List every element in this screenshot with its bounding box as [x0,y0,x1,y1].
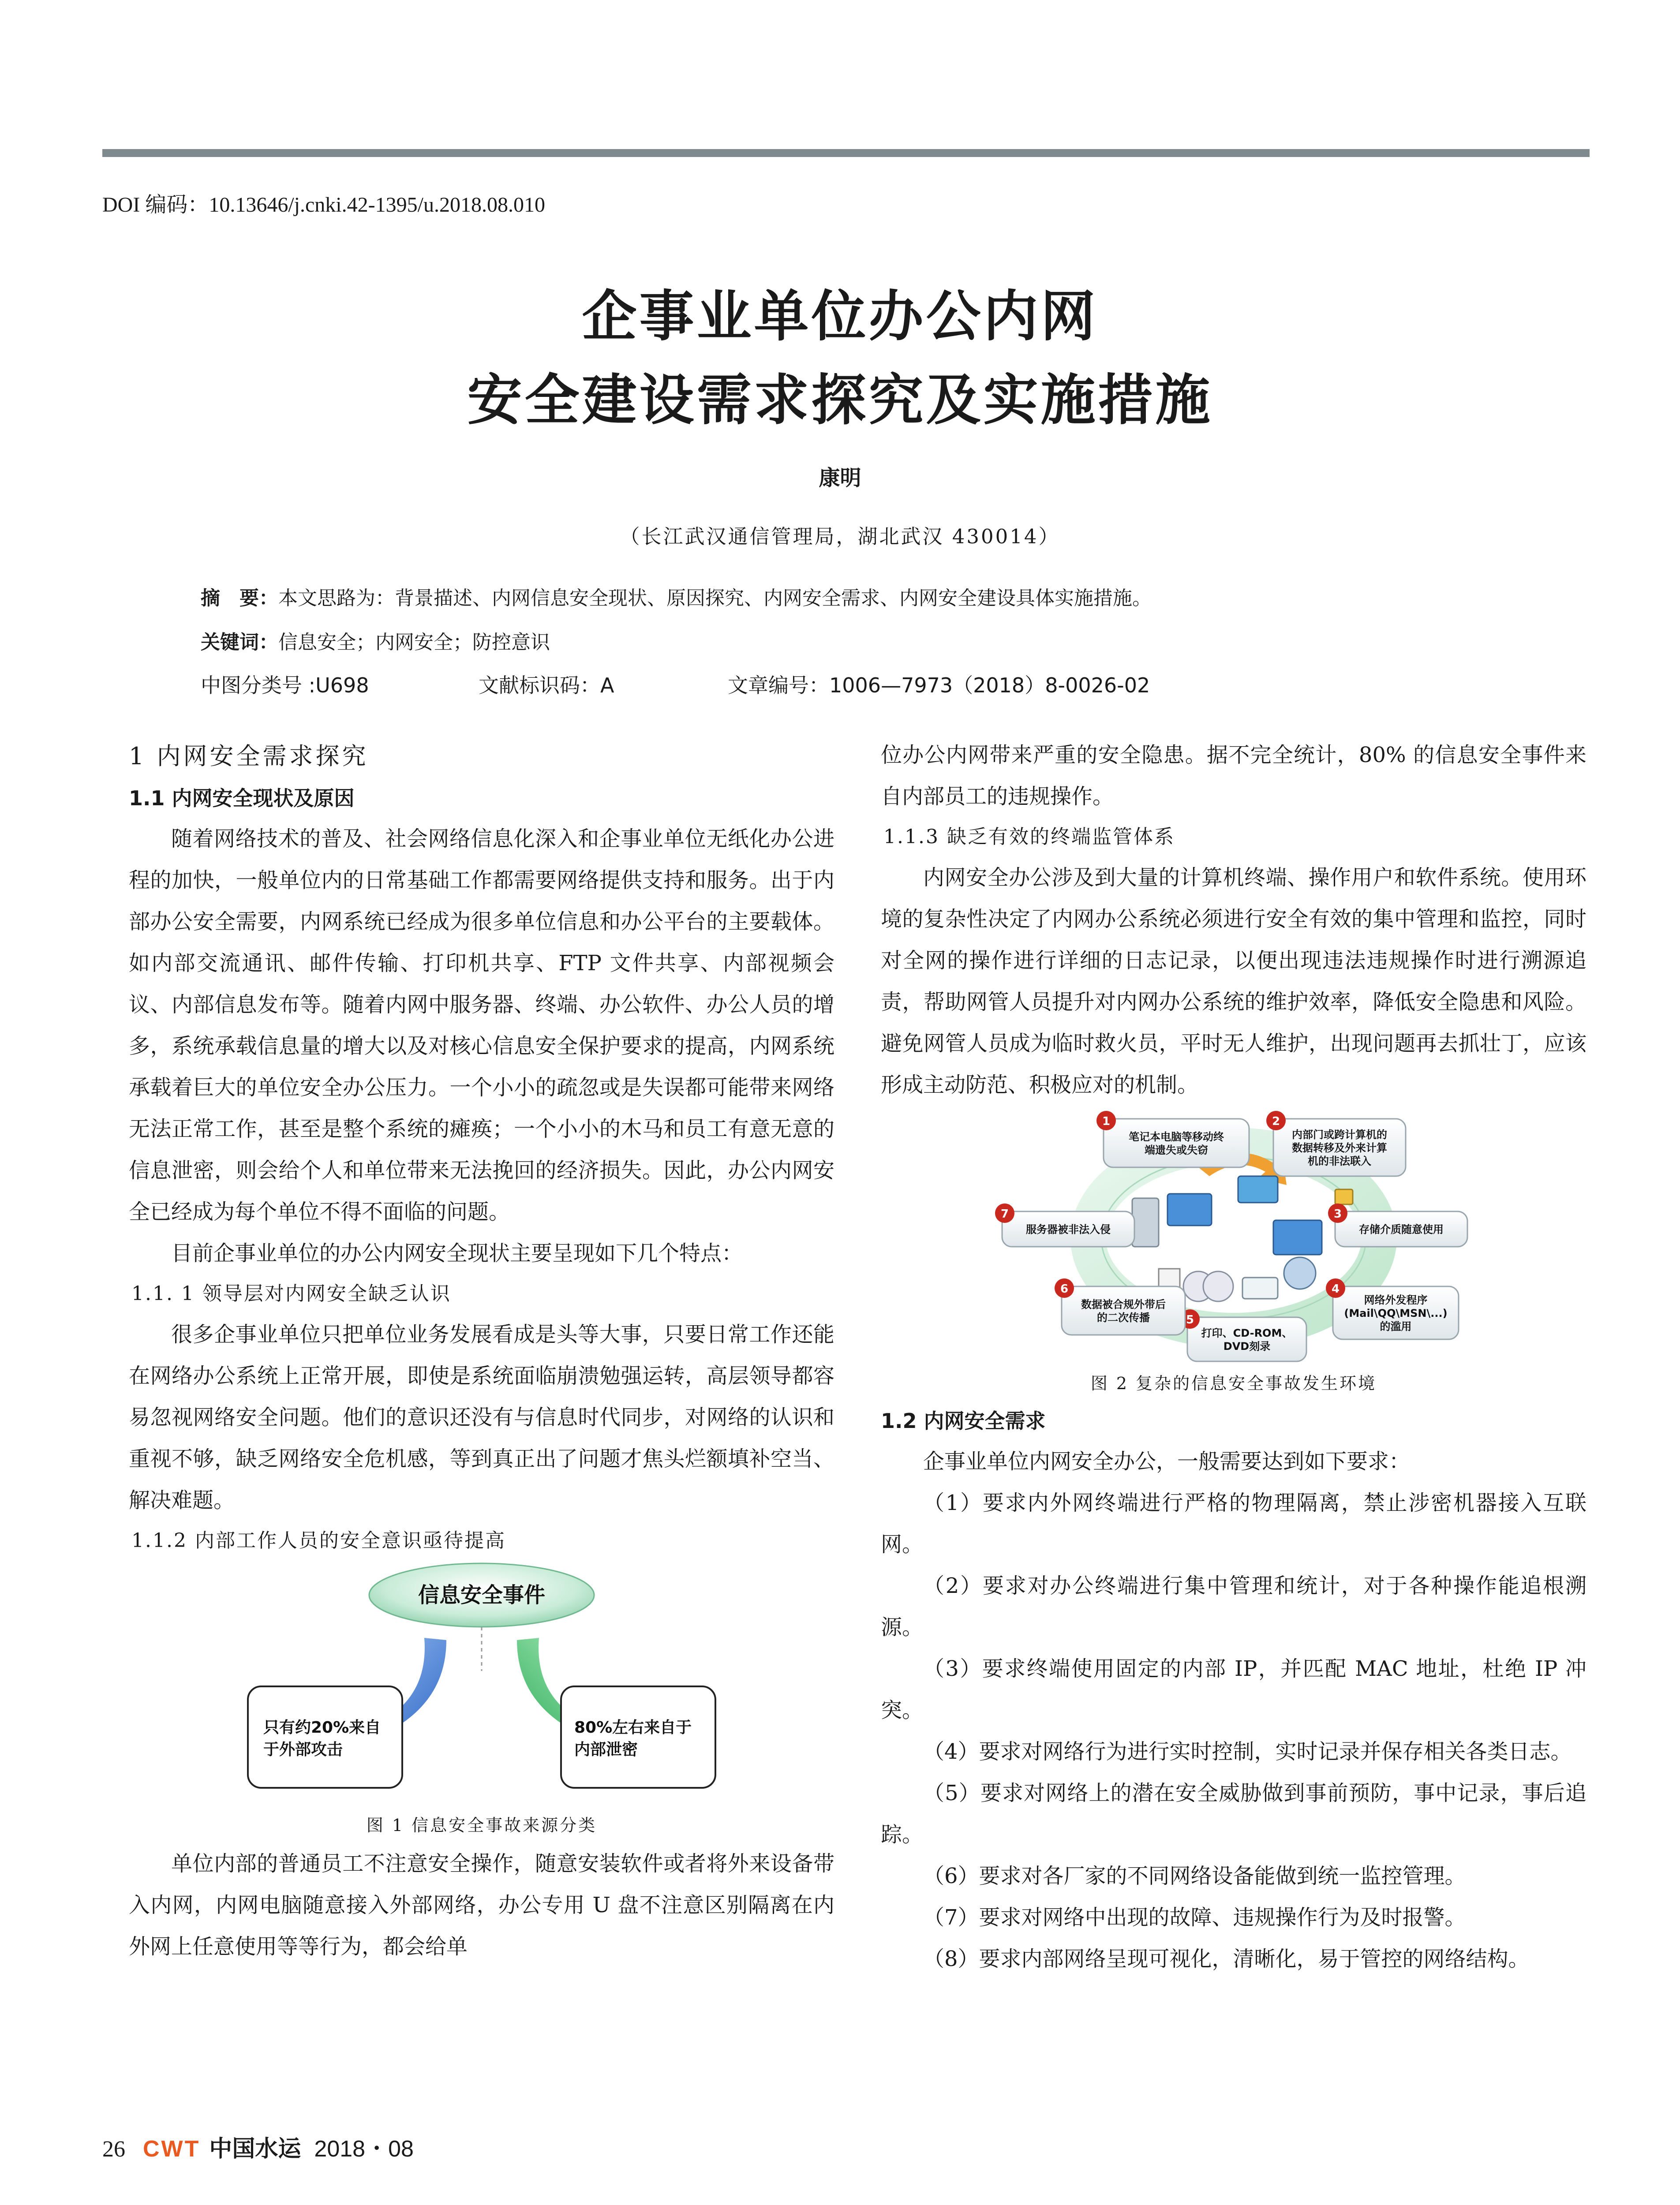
section-heading-1-1: 1.1 内网安全现状及原因 [129,786,355,810]
issue: 2018・08 [314,2136,414,2162]
monitor-icon [1273,1220,1322,1255]
left-column [129,734,834,1967]
article-number: 文章编号：1006—7973（2018）8-0026-02 [728,673,1150,697]
risk-node-number: 4 [1331,1282,1340,1296]
requirement-item: （1）要求内外网终端进行严格的物理隔离，禁止涉密机器接入互联网。 [881,1491,1586,1557]
risk-node-label: 笔记本电脑等移动终 [1129,1131,1224,1143]
paragraph: 目前企事业单位的办公内网安全现状主要呈现如下几个特点： [171,1241,743,1266]
risk-node-number: 1 [1102,1115,1111,1128]
requirement-item: （2）要求对办公终端进行集中管理和统计，对于各种操作能追根溯源。 [881,1573,1586,1640]
requirement-item: （4）要求对网络行为进行实时控制，实时记录并保存相关各类日志。 [923,1739,1572,1764]
requirement-item: （7）要求对网络中出现的故障、违规操作行为及时报警。 [923,1905,1466,1930]
section-heading-1-1-1: 1.1. 1 领导层对内网安全缺乏认识 [131,1282,451,1305]
risk-node-label: 的滥用 [1380,1320,1412,1333]
figure-2-diagram [991,1110,1476,1366]
laptop-icon [1238,1176,1278,1203]
risk-node-label: 存储介质随意使用 [1359,1223,1444,1236]
globe-icon [1284,1257,1316,1289]
author: 康明 [819,466,861,490]
page-number: 26 [102,2137,125,2162]
risk-node-number: 3 [1333,1207,1342,1221]
right-box [561,1686,715,1788]
requirement-item: （8）要求内部网络呈现可视化，清晰化，易于管控的网络结构。 [923,1947,1530,1971]
paragraph: 很多企事业单位只把单位业务发展看成是头等大事，只要日常工作还能在网络办公系统上正常开展，即使是系统面临崩溃勉强运转，高层领导都容易忽视网络安全问题。他们的意识还没有与信息时代同步，对网络的认识和重视不够，缺乏网络安全危机感，等到真正出了问题才焦头烂额填补空当、解决难题。 [129,1322,834,1513]
risk-node-label: 机的非法联入 [1308,1155,1371,1167]
keywords-label: 关键词： [201,631,278,654]
title-line-1: 企事业单位办公内网 [582,285,1098,348]
requirement-item: （3）要求终端使用固定的内部 IP，并匹配 MAC 地址，杜绝 IP 冲突。 [881,1656,1586,1723]
risk-node-number: 2 [1272,1115,1280,1128]
figure-2-caption: 图 2 复杂的信息安全事故发生环境 [1090,1374,1377,1393]
paragraph: 单位内部的普通员工不注意安全操作，随意安装软件或者将外来设备带入内网，内网电脑随意接入外部网络，办公专用 U 盘不注意区别隔离在内外网上任意使用等等行为，都会给单 [129,1851,834,1959]
keywords [201,626,550,654]
risk-node-label: (Mail\QQ\MSN\...) [1344,1307,1448,1319]
risk-node-label: 打印、CD-ROM、 [1201,1327,1293,1339]
magazine-name: 中国水运 [209,2135,301,2162]
event-pill-label: 信息安全事件 [418,1583,546,1607]
requirement-item: （5）要求对网络上的潜在安全威胁做到事前预防，事中记录，事后追踪。 [881,1781,1586,1847]
affiliation: （长江武汉通信管理局，湖北武汉 430014） [620,525,1060,548]
risk-node-number: 6 [1060,1282,1069,1296]
left-box-line-2: 于外部攻击 [263,1741,343,1759]
section-heading-1-1-2: 1.1.2 内部工作人员的安全意识亟待提高 [131,1529,506,1552]
section-heading-1-1-3: 1.1.3 缺乏有效的终端监管体系 [883,826,1175,848]
document-code: 文献标识码：A [479,673,614,697]
risk-node-label: 服务器被非法入侵 [1026,1223,1111,1236]
risk-node-label: DVD刻录 [1223,1340,1271,1353]
risk-node-label: 的二次传播 [1097,1312,1150,1324]
clc-number: 中图分类号 :U698 [201,673,369,697]
risk-node-box [1062,1286,1185,1335]
section-heading-1: 1 内网安全需求探究 [129,742,369,770]
paragraph: 内网安全办公涉及到大量的计算机终端、操作用户和软件系统。使用环境的复杂性决定了内网办公系统必须进行安全有效的集中管理和监控，同时对全网的操作进行详细的日志记录，以便出现违法违规操作时进行溯源追责，帮助网管人员提升对内网办公系统的维护效率，降低安全隐患和风险。避免网管人员成为临时救火员，平时无人维护，出现问题再去抓壮丁，应该形成主动防范、积极应对的机制。 [881,865,1586,1097]
keywords-text: 信息安全；内网安全；防控意识 [278,631,550,654]
paragraph: 位办公内网带来严重的安全隐患。据不完全统计，80% 的信息安全事件来自内部员工的违规操作。 [881,743,1586,809]
right-box-line-2: 内部泄密 [574,1741,638,1759]
risk-node-label: 数据被合规外带后 [1081,1298,1166,1311]
section-heading-1-2: 1.2 内网安全需求 [881,1409,1046,1433]
abstract-label: 摘 要： [201,587,278,609]
risk-node-label: 数据转移及外来计算 [1292,1142,1387,1154]
paragraph: 企事业单位内网安全办公，一般需要达到如下要求： [923,1449,1411,1474]
page-footer [102,2130,414,2163]
doi-line: DOI 编码：10.13646/j.cnki.42-1395/u.2018.08.010 [102,193,545,217]
server-icon [1132,1198,1159,1247]
disc-icon-2 [1203,1271,1233,1301]
paragraph: 随着网络技术的普及、社会网络信息化深入和企事业单位无纸化办公进程的加快，一般单位内的日常基础工作都需要网络提供支持和服务。出于内部办公安全需要，内网系统已经成为很多单位信息和办公平台的主要载体。如内部交流通讯、邮件传输、打印机共享、FTP 文件共享、内部视频会议、内部信息发布等。随着内网中服务器、终端、办公软件、办公人员的增多，系统承载信息量的增大以及对核心信息安全保护要求的提高，内网系统承载着巨大的单位安全办公压力。一个小小的疏忽或是失误都可能带来网络无法正常工作，甚至是整个系统的瘫痪；一个小小的木马和员工有意无意的信息泄密，则会给个人和单位带来无法挽回的经济损失。因此，办公内网安全已经成为每个单位不得不面临的问题。 [129,826,834,1224]
figure-1-diagram [239,1561,724,1808]
abstract [201,582,1152,610]
risk-node-number: 5 [1186,1313,1194,1327]
right-column [881,734,1586,1980]
abstract-text: 本文思路为：背景描述、内网信息安全现状、原因探究、内网安全需求、内网安全建设具体实施措施。 [278,587,1152,609]
figure-1-caption: 图 1 信息安全事故来源分类 [366,1816,597,1835]
right-box-line-1: 80%左右来自于 [574,1719,692,1737]
requirement-item: （6）要求对各厂家的不同网络设备能做到统一监控管理。 [923,1864,1466,1888]
printer-icon [1242,1278,1278,1299]
risk-node-box [1187,1317,1306,1361]
classification [201,669,1524,696]
risk-node-label: 网络外发程序 [1364,1294,1428,1306]
risk-node-box [1104,1119,1249,1167]
brand-logo: CWT [143,2136,201,2162]
left-box-line-1: 只有约20%来自 [263,1719,381,1737]
risk-node-number: 7 [1000,1207,1009,1221]
risk-node-label: 内部门或跨计算机的 [1292,1129,1387,1141]
computer-icon [1167,1194,1212,1226]
lock-icon [1335,1189,1353,1204]
title-line-2: 安全建设需求探究及实施措施 [467,369,1213,432]
left-box [248,1686,402,1788]
risk-node-label: 端遗失或失窃 [1145,1144,1208,1156]
top-rule [102,149,1590,157]
